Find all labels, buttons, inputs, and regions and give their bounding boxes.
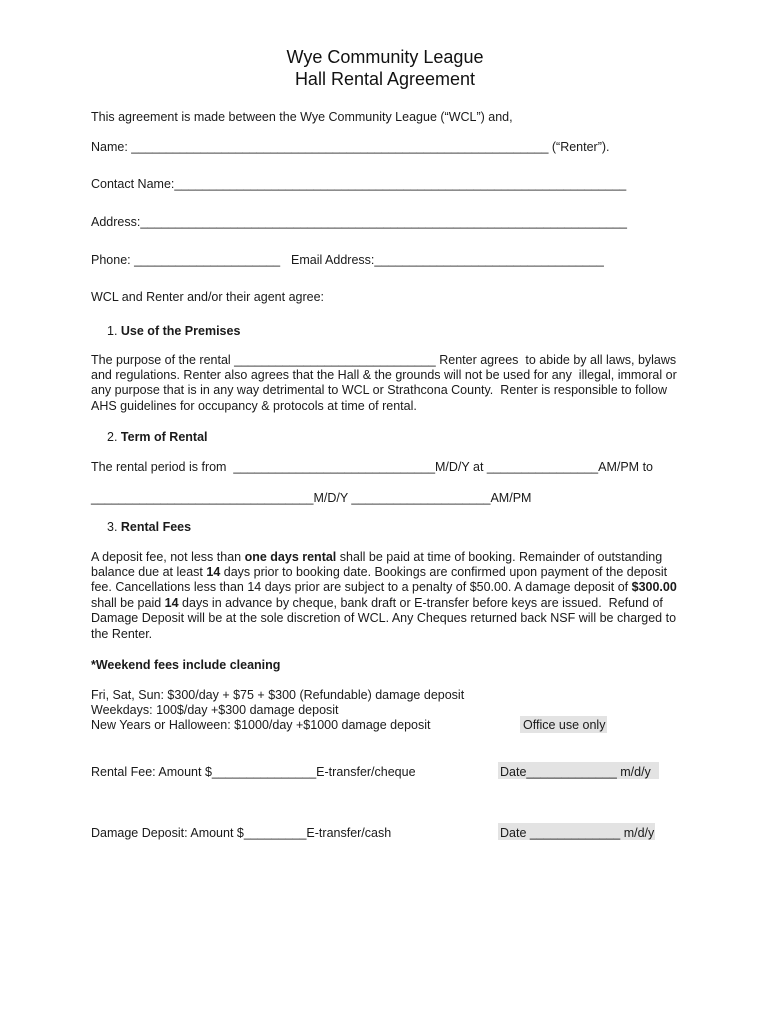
section-3-heading: 3. Rental Fees bbox=[107, 520, 192, 534]
rate-weekdays: Weekdays: 100$/day +$300 damage deposit bbox=[91, 703, 339, 717]
rate-holidays: New Years or Halloween: $1000/day +$1000 damage deposit bbox=[91, 718, 431, 732]
fees-line-3: fee. Cancellations less than 14 days prior are subject to a penalty of $50.00. A damage deposit of $300.00 bbox=[91, 580, 677, 594]
fees-line-6: the Renter. bbox=[91, 627, 153, 641]
term-line-1[interactable]: The rental period is from _____________________________M/D/Y at ________________AM/PM to bbox=[91, 460, 653, 474]
document-title: Wye Community League bbox=[286, 47, 484, 67]
intro-text: This agreement is made between the Wye Community League (“WCL”) and, bbox=[91, 110, 513, 124]
purpose-line-1[interactable]: The purpose of the rental _____________________________ Renter agrees to abide by all laws, bylaws bbox=[91, 353, 677, 367]
damage-deposit-field[interactable]: Damage Deposit: Amount $_________E-transfer/cash bbox=[91, 826, 392, 840]
date-2-field[interactable]: Date _____________ m/d/y bbox=[500, 826, 655, 840]
purpose-line-2: and regulations. Renter also agrees that the Hall & the grounds will not be used for any illegal, immoral or bbox=[91, 368, 677, 382]
name-field[interactable]: Name: ____________________________________________________________ (“Renter”). bbox=[91, 140, 610, 154]
rate-weekend: Fri, Sat, Sun: $300/day + $75 + $300 (Refundable) damage deposit bbox=[91, 688, 465, 702]
contact-name-field[interactable]: Contact Name:_________________________________________________________________ bbox=[91, 177, 627, 191]
fees-line-5: Damage Deposit will be at the sole discretion of WCL. Any Cheques returned back NSF will be charged to bbox=[91, 611, 677, 625]
rental-fee-field[interactable]: Rental Fee: Amount $_______________E-transfer/cheque bbox=[91, 765, 416, 779]
fees-line-4: shall be paid 14 days in advance by cheque, bank draft or E-transfer before keys are issued. Refund of bbox=[91, 596, 663, 610]
purpose-line-4: AHS guidelines for occupancy & protocols at time of rental. bbox=[91, 399, 417, 413]
office-use-label: Office use only bbox=[523, 718, 606, 732]
document-subtitle: Hall Rental Agreement bbox=[294, 69, 476, 89]
purpose-line-3: any purpose that is in any way detrimental to WCL or Strathcona County. Renter is responsible to follow bbox=[91, 383, 667, 397]
address-field[interactable]: Address:______________________________________________________________________ bbox=[91, 215, 627, 229]
term-line-2[interactable]: ________________________________M/D/Y ____________________AM/PM bbox=[91, 491, 532, 505]
date-1-field[interactable]: Date_____________ m/d/y bbox=[500, 765, 651, 779]
fees-line-1: A deposit fee, not less than one days rental shall be paid at time of booking. Remainder of outstanding bbox=[91, 550, 663, 564]
weekend-note: *Weekend fees include cleaning bbox=[91, 658, 281, 672]
agree-text: WCL and Renter and/or their agent agree: bbox=[91, 290, 325, 304]
email-field[interactable]: Email Address:_________________________________ bbox=[291, 253, 604, 267]
section-1-heading: 1. Use of the Premises bbox=[107, 324, 241, 338]
phone-field[interactable]: Phone: _____________________ bbox=[91, 253, 281, 267]
section-2-heading: 2. Term of Rental bbox=[107, 430, 208, 444]
fees-line-2: balance due at least 14 days prior to booking date. Bookings are confirmed upon payment of the deposit bbox=[91, 565, 668, 579]
